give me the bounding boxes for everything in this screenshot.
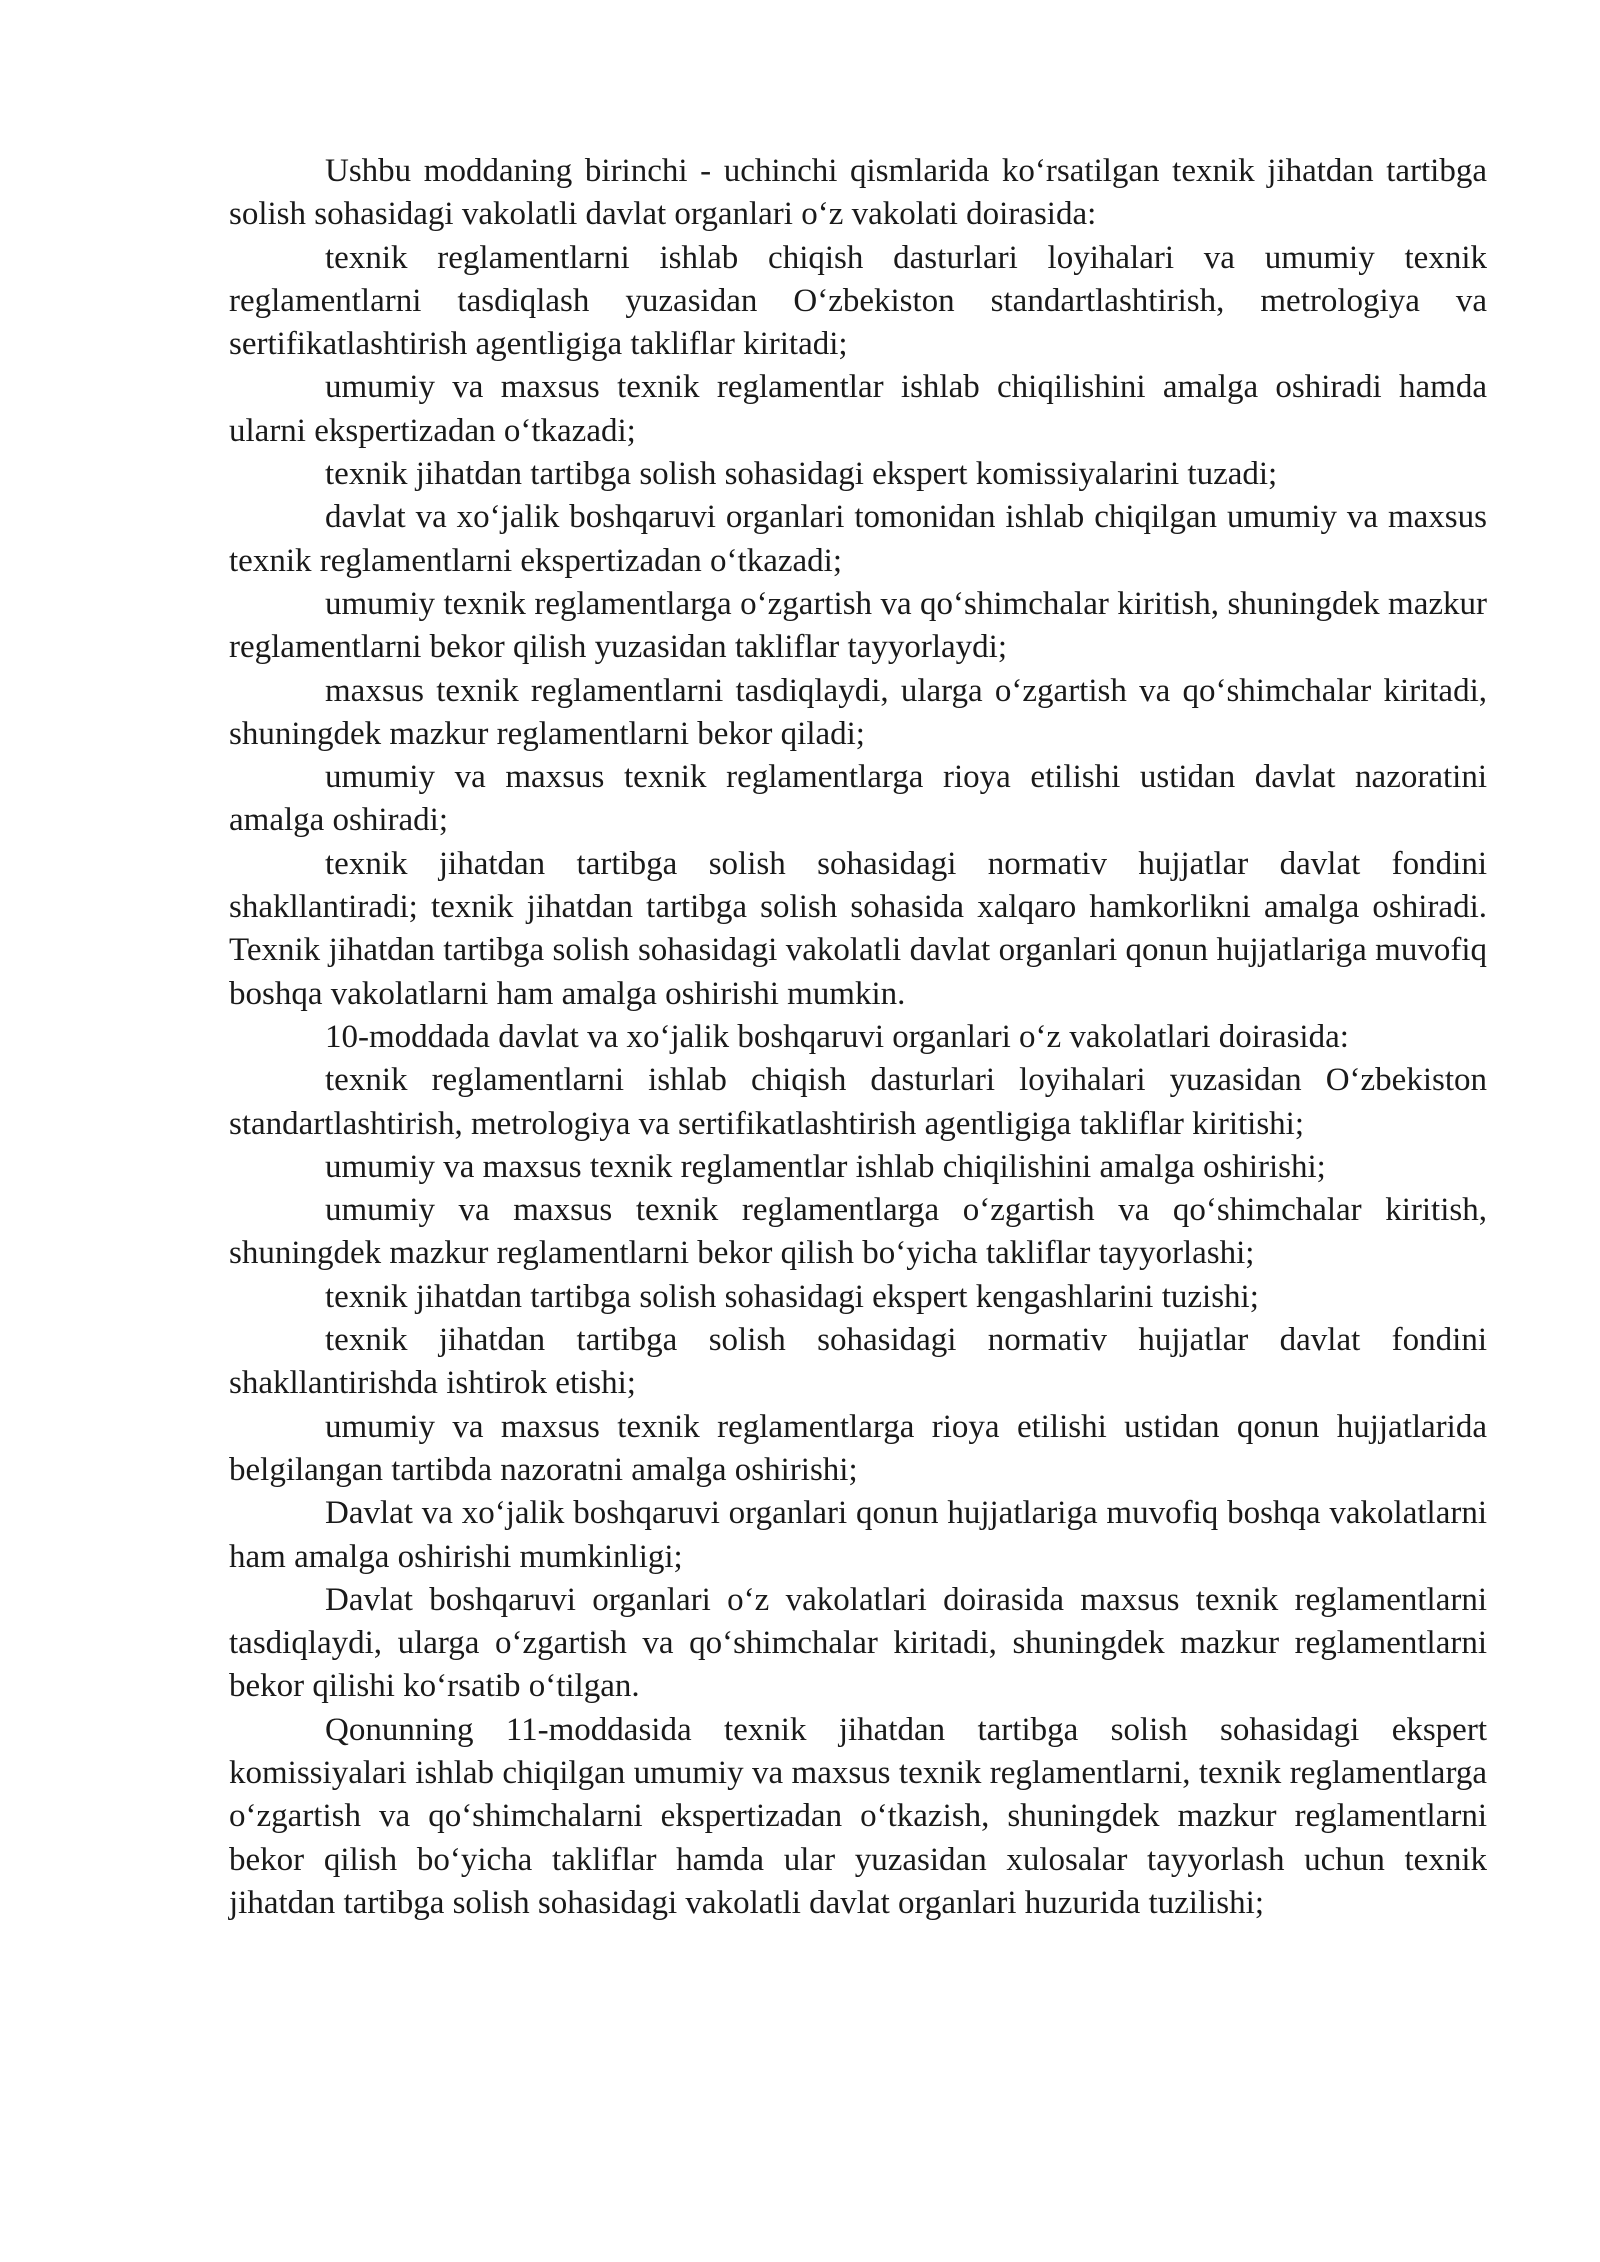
- paragraph: texnik jihatdan tartibga solish sohasidagi normativ hujjatlar davlat fondini shakllantiradi; texnik jihatdan tartibga solish sohasida xalqaro hamkorlikni amalga oshiradi. Texnik jihatdan tartibga solish sohasidagi vakolatli davlat organlari qonun hujjatlariga muvofiq boshqa vakolatlarni ham amalga oshirishi mumkin.: [229, 845, 1487, 1012]
- paragraph: Qonunning 11-moddasida texnik jihatdan tartibga solish sohasidagi ekspert komissiyalari ishlab chiqilgan umumiy va maxsus texnik reglamentlarni, texnik reglamentlarga o‘zgartish va qo‘shimchalarni ekspertizadan o‘tkazish, shuningdek mazkur reglamentlarni bekor qilish bo‘yicha takliflar hamda ular yuzasidan xulosalar tayyorlash uchun texnik jihatdan tartibga solish sohasidagi vakolatli davlat organlari huzurida tuzilishi;: [229, 1711, 1487, 1921]
- paragraph: maxsus texnik reglamentlarni tasdiqlaydi, ularga o‘zgartish va qo‘shimchalar kiritadi, shuningdek mazkur reglamentlarni bekor qiladi;: [229, 672, 1487, 752]
- paragraph: texnik jihatdan tartibga solish sohasidagi ekspert kengashlarini tuzishi;: [325, 1278, 1259, 1315]
- paragraph: texnik jihatdan tartibga solish sohasidagi normativ hujjatlar davlat fondini shakllantirishda ishtirok etishi;: [229, 1322, 1487, 1402]
- paragraph: davlat va xo‘jalik boshqaruvi organlari tomonidan ishlab chiqilgan umumiy va maxsus texnik reglamentlarni ekspertizadan o‘tkazadi;: [229, 499, 1487, 579]
- paragraph: texnik reglamentlarni ishlab chiqish dasturlari loyihalari va umumiy texnik reglamentlarni tasdiqlash yuzasidan O‘zbekiston standartlashtirish, metrologiya va sertifikatlashtirish agentligiga takliflar kiritadi;: [229, 239, 1487, 363]
- paragraph: umumiy texnik reglamentlarga o‘zgartish va qo‘shimchalar kiritish, shuningdek mazkur reglamentlarni bekor qilish yuzasidan takliflar tayyorlaydi;: [229, 585, 1487, 666]
- paragraph: texnik jihatdan tartibga solish sohasidagi ekspert komissiyalarini tuzadi;: [325, 456, 1278, 493]
- paragraph: umumiy va maxsus texnik reglamentlar ishlab chiqilishini amalga oshiradi hamda ularni ekspertizadan o‘tkazadi;: [229, 369, 1487, 449]
- paragraph: Davlat boshqaruvi organlari o‘z vakolatlari doirasida maxsus texnik reglamentlarni tasdiqlaydi, ularga o‘zgartish va qo‘shimchalar kiritadi, shuningdek mazkur reglamentlarni bekor qilishi ko‘rsatib o‘tilgan.: [229, 1581, 1487, 1705]
- paragraph: umumiy va maxsus texnik reglamentlarga rioya etilishi ustidan qonun hujjatlarida belgilangan tartibda nazoratni amalga oshirishi;: [229, 1408, 1487, 1488]
- paragraph: Davlat va xo‘jalik boshqaruvi organlari qonun hujjatlariga muvofiq boshqa vakolatlarni ham amalga oshirishi mumkinligi;: [229, 1495, 1487, 1575]
- paragraph: Ushbu moddaning birinchi - uchinchi qismlarida ko‘rsatilgan texnik jihatdan tartibga solish sohasidagi vakolatli davlat organlari o‘z vakolati doirasida:: [229, 153, 1487, 233]
- document-body: [229, 150, 1487, 1925]
- paragraph: 10-moddada davlat va xo‘jalik boshqaruvi organlari o‘z vakolatlari doirasida:: [325, 1018, 1349, 1055]
- paragraph: umumiy va maxsus texnik reglamentlarga rioya etilishi ustidan davlat nazoratini amalga oshiradi;: [229, 759, 1487, 839]
- paragraph: texnik reglamentlarni ishlab chiqish dasturlari loyihalari yuzasidan O‘zbekiston standartlashtirish, metrologiya va sertifikatlashtirish agentligiga takliflar kiritishi;: [229, 1062, 1487, 1142]
- paragraph: umumiy va maxsus texnik reglamentlarga o‘zgartish va qo‘shimchalar kiritish, shuningdek mazkur reglamentlarni bekor qilish bo‘yicha takliflar tayyorlashi;: [229, 1192, 1487, 1272]
- paragraph: umumiy va maxsus texnik reglamentlar ishlab chiqilishini amalga oshirishi;: [325, 1148, 1326, 1185]
